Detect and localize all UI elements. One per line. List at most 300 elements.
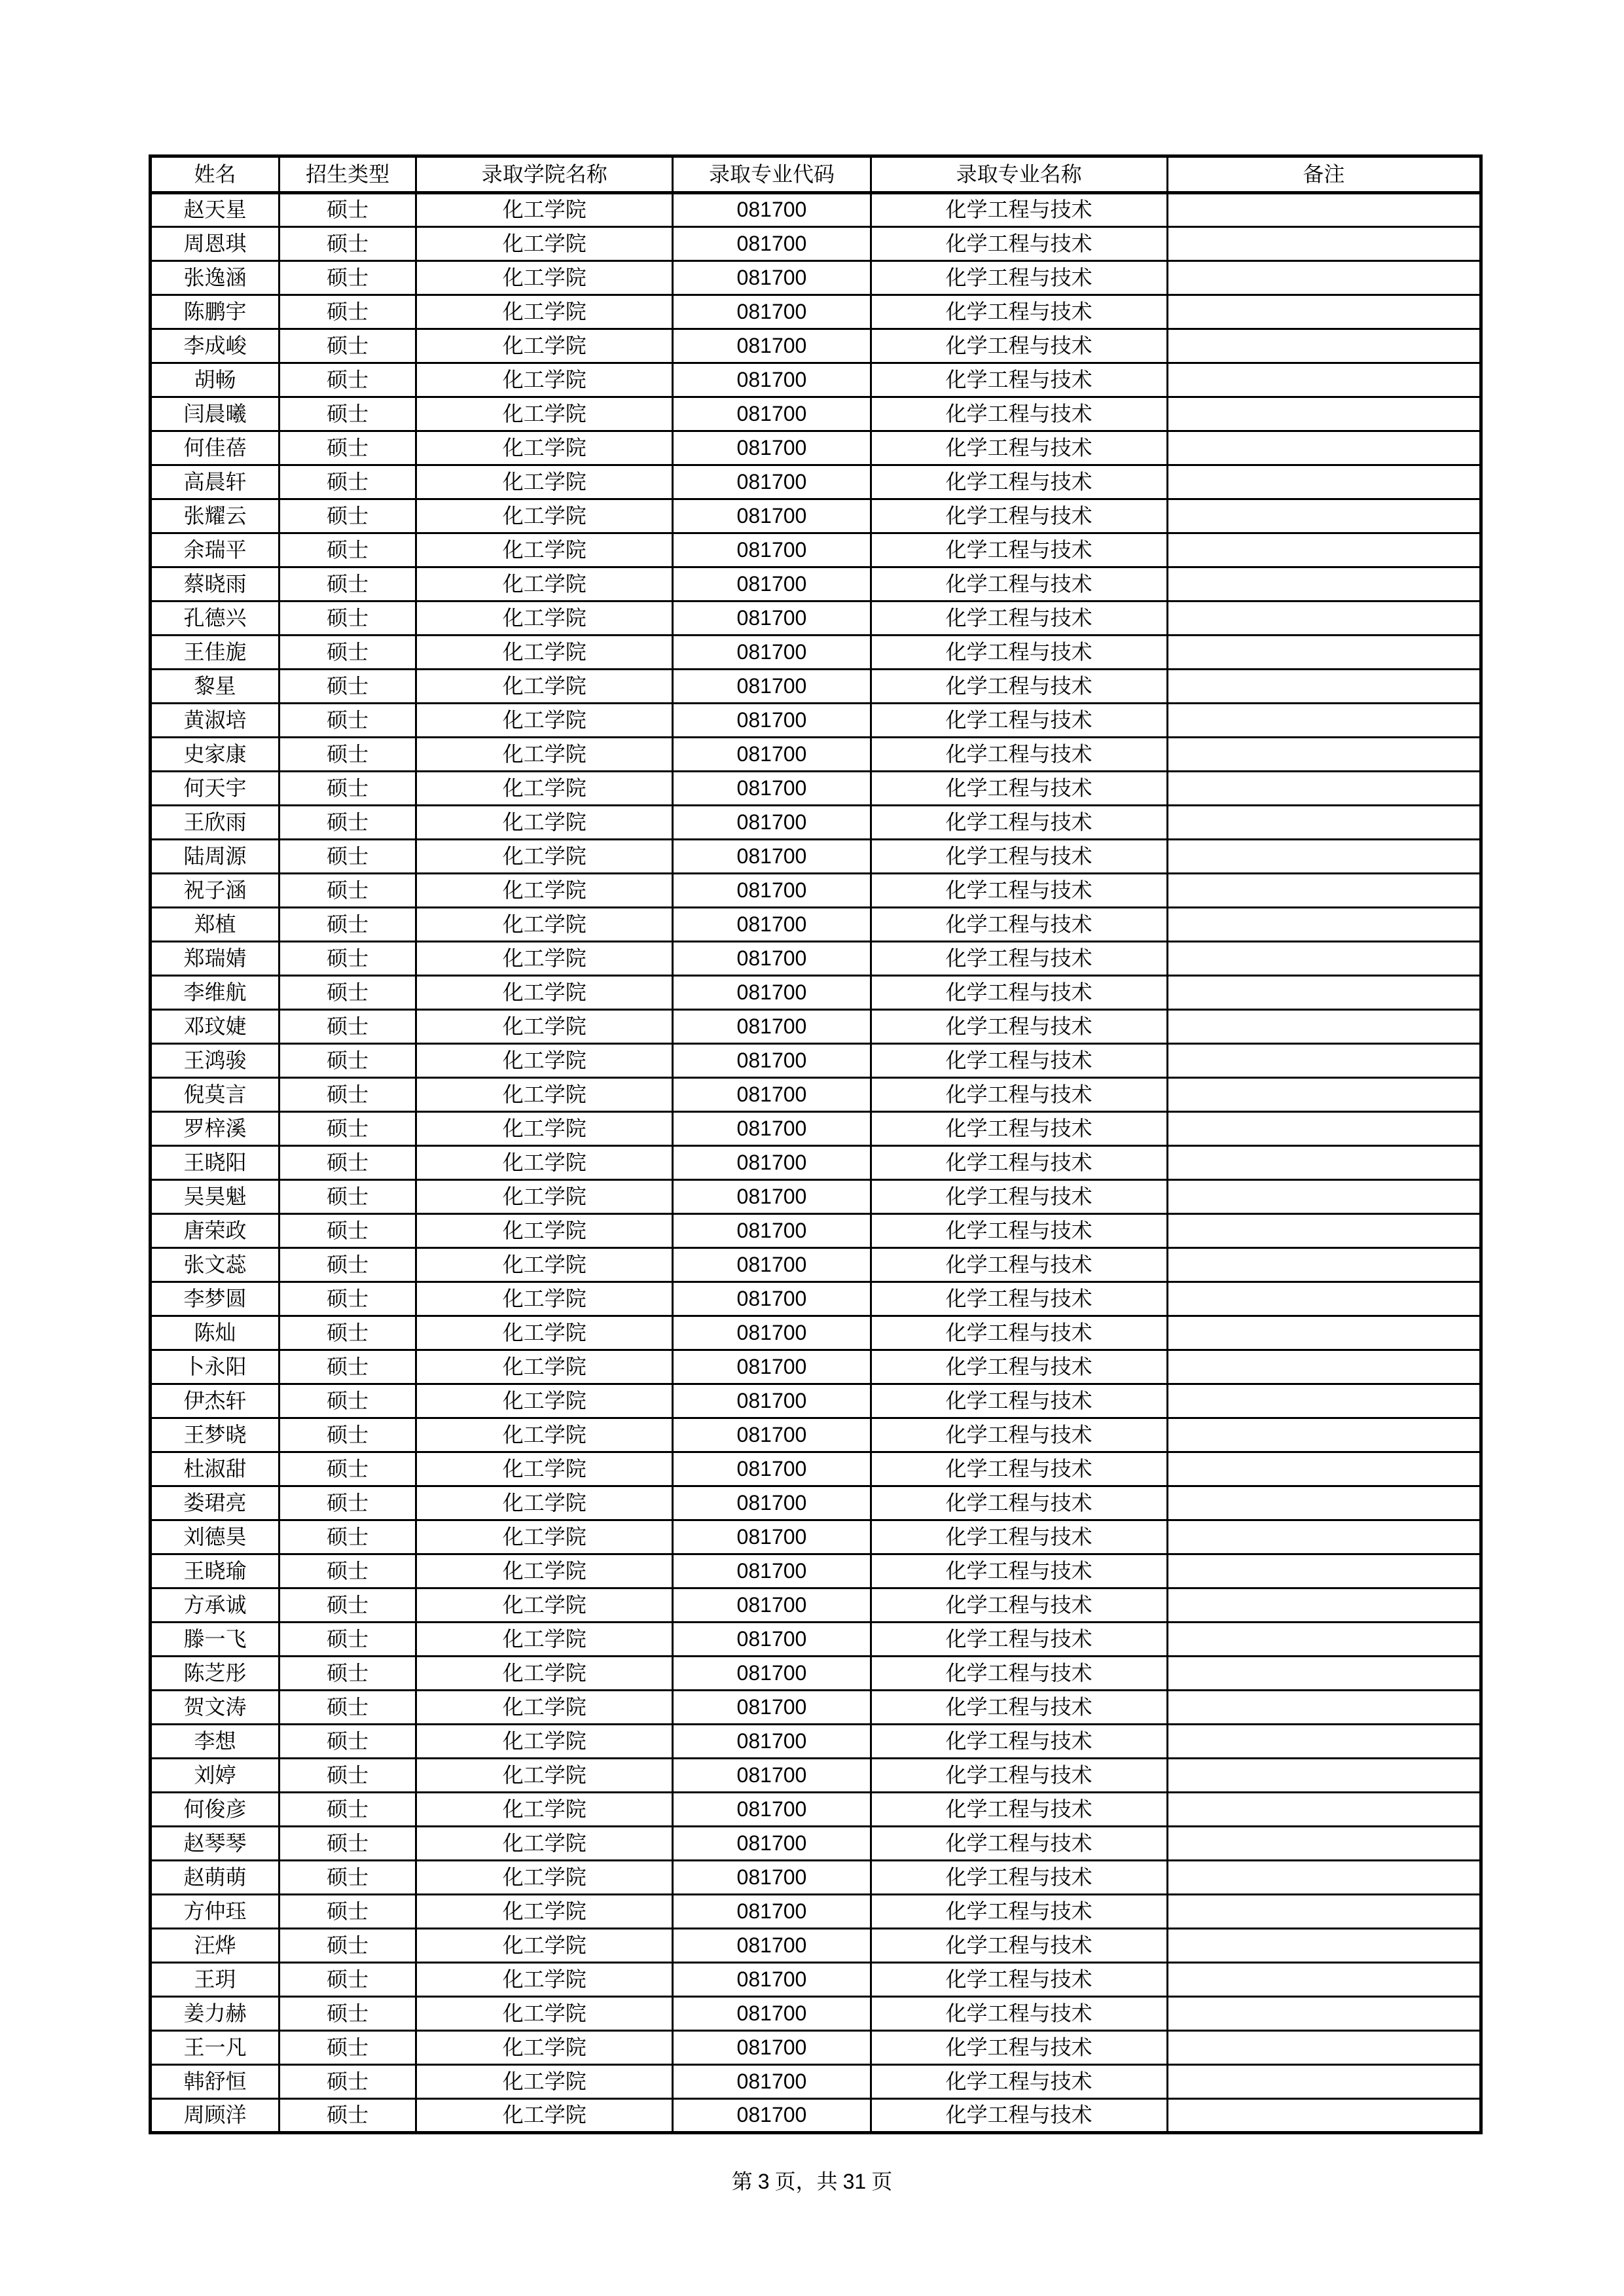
cell-remark: [1167, 193, 1481, 227]
cell-name: 方承诚: [151, 1588, 280, 1623]
cell-name: 张耀云: [151, 499, 280, 533]
cell-college: 化工学院: [416, 1248, 673, 1282]
table-row: [151, 1861, 1481, 1895]
cell-major-code: 081700: [673, 942, 871, 976]
cell-name: 王梦晓: [151, 1418, 280, 1452]
table-row: [151, 1691, 1481, 1725]
cell-admission-type: 硕士: [280, 1861, 416, 1895]
cell-name: 陈灿: [151, 1316, 280, 1350]
cell-major-code: 081700: [673, 1418, 871, 1452]
cell-name: 李梦圆: [151, 1282, 280, 1316]
cell-admission-type: 硕士: [280, 1384, 416, 1418]
cell-major-name: 化学工程与技术: [871, 1657, 1167, 1691]
footer-total-pages: 31: [842, 2170, 867, 2193]
cell-remark: [1167, 1452, 1481, 1486]
cell-remark: [1167, 363, 1481, 397]
cell-admission-type: 硕士: [280, 601, 416, 636]
cell-admission-type: 硕士: [280, 806, 416, 840]
cell-college: 化工学院: [416, 1861, 673, 1895]
cell-major-name: 化学工程与技术: [871, 1282, 1167, 1316]
cell-remark: [1167, 1316, 1481, 1350]
footer-prefix: 第: [731, 2170, 758, 2193]
cell-college: 化工学院: [416, 1623, 673, 1657]
cell-major-code: 081700: [673, 1316, 871, 1350]
table-row: [151, 1180, 1481, 1214]
cell-remark: [1167, 227, 1481, 261]
table-row: [151, 1146, 1481, 1180]
cell-admission-type: 硕士: [280, 1146, 416, 1180]
cell-major-code: 081700: [673, 1214, 871, 1248]
cell-major-code: 081700: [673, 1929, 871, 1963]
cell-major-name: 化学工程与技术: [871, 1929, 1167, 1963]
cell-admission-type: 硕士: [280, 2031, 416, 2065]
cell-admission-type: 硕士: [280, 908, 416, 942]
table-row: [151, 1827, 1481, 1861]
cell-major-name: 化学工程与技术: [871, 329, 1167, 363]
cell-college: 化工学院: [416, 1554, 673, 1588]
cell-remark: [1167, 2031, 1481, 2065]
table-row: [151, 670, 1481, 704]
cell-major-code: 081700: [673, 704, 871, 738]
table-row: [151, 806, 1481, 840]
table-row: [151, 1623, 1481, 1657]
cell-major-name: 化学工程与技术: [871, 1486, 1167, 1520]
cell-college: 化工学院: [416, 1316, 673, 1350]
cell-remark: [1167, 1623, 1481, 1657]
cell-college: 化工学院: [416, 465, 673, 499]
table-row: [151, 1486, 1481, 1520]
cell-name: 唐荣政: [151, 1214, 280, 1248]
cell-remark: [1167, 1793, 1481, 1827]
table-row: [151, 2031, 1481, 2065]
table-row: [151, 1725, 1481, 1759]
cell-college: 化工学院: [416, 533, 673, 567]
cell-name: 李成峻: [151, 329, 280, 363]
table-row: [151, 1384, 1481, 1418]
table-row: [151, 874, 1481, 908]
cell-major-name: 化学工程与技术: [871, 636, 1167, 670]
cell-name: 何俊彦: [151, 1793, 280, 1827]
cell-major-name: 化学工程与技术: [871, 1827, 1167, 1861]
cell-major-name: 化学工程与技术: [871, 1554, 1167, 1588]
cell-college: 化工学院: [416, 567, 673, 601]
cell-major-name: 化学工程与技术: [871, 1418, 1167, 1452]
cell-college: 化工学院: [416, 601, 673, 636]
cell-remark: [1167, 1486, 1481, 1520]
cell-admission-type: 硕士: [280, 295, 416, 329]
table-row: [151, 1282, 1481, 1316]
cell-major-name: 化学工程与技术: [871, 261, 1167, 295]
cell-college: 化工学院: [416, 2099, 673, 2133]
table-row: [151, 942, 1481, 976]
cell-major-name: 化学工程与技术: [871, 1112, 1167, 1146]
cell-major-code: 081700: [673, 1146, 871, 1180]
cell-major-code: 081700: [673, 1010, 871, 1044]
table-row: [151, 1520, 1481, 1554]
cell-college: 化工学院: [416, 704, 673, 738]
cell-college: 化工学院: [416, 1112, 673, 1146]
cell-remark: [1167, 1997, 1481, 2031]
table-row: [151, 499, 1481, 533]
cell-college: 化工学院: [416, 1486, 673, 1520]
cell-remark: [1167, 1759, 1481, 1793]
cell-major-code: 081700: [673, 261, 871, 295]
table-row: [151, 1452, 1481, 1486]
cell-name: 张文蕊: [151, 1248, 280, 1282]
cell-major-code: 081700: [673, 397, 871, 431]
cell-major-name: 化学工程与技术: [871, 976, 1167, 1010]
cell-name: 陈芝彤: [151, 1657, 280, 1691]
cell-college: 化工学院: [416, 1588, 673, 1623]
cell-major-name: 化学工程与技术: [871, 806, 1167, 840]
cell-remark: [1167, 1827, 1481, 1861]
table-row: [151, 193, 1481, 227]
cell-admission-type: 硕士: [280, 1963, 416, 1997]
cell-name: 陈鹏宇: [151, 295, 280, 329]
cell-major-name: 化学工程与技术: [871, 1010, 1167, 1044]
cell-remark: [1167, 1418, 1481, 1452]
table-row: [151, 1554, 1481, 1588]
cell-remark: [1167, 1248, 1481, 1282]
cell-major-name: 化学工程与技术: [871, 1078, 1167, 1112]
cell-remark: [1167, 1384, 1481, 1418]
cell-college: 化工学院: [416, 1759, 673, 1793]
cell-major-code: 081700: [673, 363, 871, 397]
table-row: [151, 738, 1481, 772]
header-cell-admission-type: 招生类型: [280, 156, 416, 193]
cell-college: 化工学院: [416, 636, 673, 670]
cell-name: 史家康: [151, 738, 280, 772]
cell-name: 杜淑甜: [151, 1452, 280, 1486]
cell-remark: [1167, 1044, 1481, 1078]
cell-college: 化工学院: [416, 1384, 673, 1418]
cell-admission-type: 硕士: [280, 840, 416, 874]
cell-major-code: 081700: [673, 1452, 871, 1486]
cell-admission-type: 硕士: [280, 670, 416, 704]
cell-major-code: 081700: [673, 1657, 871, 1691]
cell-admission-type: 硕士: [280, 2099, 416, 2133]
cell-college: 化工学院: [416, 2031, 673, 2065]
cell-remark: [1167, 942, 1481, 976]
cell-admission-type: 硕士: [280, 1623, 416, 1657]
cell-remark: [1167, 465, 1481, 499]
footer-suffix: 页: [866, 2170, 893, 2193]
cell-name: 王佳旎: [151, 636, 280, 670]
page-footer: [0, 2165, 1624, 2195]
cell-major-name: 化学工程与技术: [871, 601, 1167, 636]
cell-major-name: 化学工程与技术: [871, 1350, 1167, 1384]
cell-college: 化工学院: [416, 840, 673, 874]
cell-college: 化工学院: [416, 738, 673, 772]
cell-major-name: 化学工程与技术: [871, 431, 1167, 465]
cell-remark: [1167, 1895, 1481, 1929]
table-row: [151, 431, 1481, 465]
header-cell-name: 姓名: [151, 156, 280, 193]
cell-major-name: 化学工程与技术: [871, 499, 1167, 533]
footer-middle: 页，共: [769, 2170, 843, 2193]
cell-admission-type: 硕士: [280, 942, 416, 976]
table-row: [151, 329, 1481, 363]
cell-major-code: 081700: [673, 431, 871, 465]
cell-admission-type: 硕士: [280, 1316, 416, 1350]
cell-name: 姜力赫: [151, 1997, 280, 2031]
cell-college: 化工学院: [416, 431, 673, 465]
cell-college: 化工学院: [416, 976, 673, 1010]
cell-name: 吴昊魁: [151, 1180, 280, 1214]
table-row: [151, 1214, 1481, 1248]
cell-major-code: 081700: [673, 806, 871, 840]
cell-remark: [1167, 295, 1481, 329]
cell-name: 周顾洋: [151, 2099, 280, 2133]
cell-name: 张逸涵: [151, 261, 280, 295]
table-row: [151, 397, 1481, 431]
cell-college: 化工学院: [416, 1078, 673, 1112]
cell-remark: [1167, 840, 1481, 874]
cell-major-name: 化学工程与技术: [871, 1861, 1167, 1895]
cell-college: 化工学院: [416, 772, 673, 806]
cell-remark: [1167, 908, 1481, 942]
cell-major-code: 081700: [673, 1861, 871, 1895]
cell-major-code: 081700: [673, 1725, 871, 1759]
cell-admission-type: 硕士: [280, 363, 416, 397]
cell-college: 化工学院: [416, 942, 673, 976]
cell-major-name: 化学工程与技术: [871, 1520, 1167, 1554]
cell-admission-type: 硕士: [280, 1282, 416, 1316]
cell-major-name: 化学工程与技术: [871, 1895, 1167, 1929]
cell-college: 化工学院: [416, 1282, 673, 1316]
cell-major-code: 081700: [673, 567, 871, 601]
cell-major-name: 化学工程与技术: [871, 465, 1167, 499]
table-row: [151, 533, 1481, 567]
cell-admission-type: 硕士: [280, 1691, 416, 1725]
cell-college: 化工学院: [416, 329, 673, 363]
cell-name: 蔡晓雨: [151, 567, 280, 601]
table-row: [151, 1316, 1481, 1350]
table-row: [151, 1793, 1481, 1827]
cell-major-name: 化学工程与技术: [871, 533, 1167, 567]
cell-name: 黎星: [151, 670, 280, 704]
cell-major-name: 化学工程与技术: [871, 1452, 1167, 1486]
cell-name: 王鸿骏: [151, 1044, 280, 1078]
cell-major-name: 化学工程与技术: [871, 1180, 1167, 1214]
cell-name: 王欣雨: [151, 806, 280, 840]
table-row: [151, 1112, 1481, 1146]
table-row: [151, 1248, 1481, 1282]
cell-major-name: 化学工程与技术: [871, 2065, 1167, 2099]
cell-college: 化工学院: [416, 1657, 673, 1691]
cell-major-code: 081700: [673, 1112, 871, 1146]
cell-college: 化工学院: [416, 874, 673, 908]
cell-name: 陆周源: [151, 840, 280, 874]
table-row: [151, 636, 1481, 670]
cell-major-code: 081700: [673, 636, 871, 670]
table-row: [151, 465, 1481, 499]
table-row: [151, 261, 1481, 295]
cell-major-code: 081700: [673, 1793, 871, 1827]
cell-major-code: 081700: [673, 329, 871, 363]
cell-major-name: 化学工程与技术: [871, 2099, 1167, 2133]
cell-major-name: 化学工程与技术: [871, 1623, 1167, 1657]
table-header-row: [151, 156, 1481, 193]
cell-remark: [1167, 533, 1481, 567]
table-row: [151, 1963, 1481, 1997]
cell-college: 化工学院: [416, 908, 673, 942]
cell-remark: [1167, 1963, 1481, 1997]
cell-major-name: 化学工程与技术: [871, 1588, 1167, 1623]
cell-college: 化工学院: [416, 1929, 673, 1963]
cell-college: 化工学院: [416, 1827, 673, 1861]
cell-admission-type: 硕士: [280, 533, 416, 567]
cell-college: 化工学院: [416, 1180, 673, 1214]
cell-remark: [1167, 1657, 1481, 1691]
cell-college: 化工学院: [416, 193, 673, 227]
cell-name: 郑瑞婧: [151, 942, 280, 976]
cell-major-name: 化学工程与技术: [871, 193, 1167, 227]
cell-major-name: 化学工程与技术: [871, 1214, 1167, 1248]
cell-admission-type: 硕士: [280, 1929, 416, 1963]
table-row: [151, 1010, 1481, 1044]
cell-name: 邓玟婕: [151, 1010, 280, 1044]
cell-major-name: 化学工程与技术: [871, 363, 1167, 397]
cell-major-code: 081700: [673, 533, 871, 567]
cell-admission-type: 硕士: [280, 329, 416, 363]
cell-name: 滕一飞: [151, 1623, 280, 1657]
cell-college: 化工学院: [416, 1895, 673, 1929]
cell-remark: [1167, 1146, 1481, 1180]
cell-major-name: 化学工程与技术: [871, 704, 1167, 738]
cell-admission-type: 硕士: [280, 1214, 416, 1248]
table-row: [151, 1350, 1481, 1384]
cell-college: 化工学院: [416, 261, 673, 295]
table-row: [151, 704, 1481, 738]
cell-remark: [1167, 397, 1481, 431]
cell-major-name: 化学工程与技术: [871, 942, 1167, 976]
table-row: [151, 1044, 1481, 1078]
cell-remark: [1167, 329, 1481, 363]
table-row: [151, 295, 1481, 329]
cell-major-code: 081700: [673, 1895, 871, 1929]
cell-name: 刘婷: [151, 1759, 280, 1793]
cell-name: 周恩琪: [151, 227, 280, 261]
cell-major-code: 081700: [673, 1827, 871, 1861]
cell-remark: [1167, 1588, 1481, 1623]
cell-college: 化工学院: [416, 1418, 673, 1452]
cell-name: 王一凡: [151, 2031, 280, 2065]
cell-admission-type: 硕士: [280, 1418, 416, 1452]
cell-major-name: 化学工程与技术: [871, 295, 1167, 329]
cell-remark: [1167, 1282, 1481, 1316]
cell-college: 化工学院: [416, 397, 673, 431]
cell-major-code: 081700: [673, 840, 871, 874]
cell-major-code: 081700: [673, 874, 871, 908]
cell-major-name: 化学工程与技术: [871, 227, 1167, 261]
cell-name: 李维航: [151, 976, 280, 1010]
table-row: [151, 772, 1481, 806]
cell-major-code: 081700: [673, 1486, 871, 1520]
cell-name: 赵琴琴: [151, 1827, 280, 1861]
cell-remark: [1167, 874, 1481, 908]
table-row: [151, 1657, 1481, 1691]
cell-admission-type: 硕士: [280, 2065, 416, 2099]
cell-admission-type: 硕士: [280, 1486, 416, 1520]
cell-name: 王晓瑜: [151, 1554, 280, 1588]
header-cell-college: 录取学院名称: [416, 156, 673, 193]
cell-remark: [1167, 431, 1481, 465]
cell-major-name: 化学工程与技术: [871, 874, 1167, 908]
cell-name: 汪烨: [151, 1929, 280, 1963]
cell-admission-type: 硕士: [280, 499, 416, 533]
cell-admission-type: 硕士: [280, 1827, 416, 1861]
cell-college: 化工学院: [416, 227, 673, 261]
cell-name: 卜永阳: [151, 1350, 280, 1384]
header-cell-remark: 备注: [1167, 156, 1481, 193]
cell-remark: [1167, 1520, 1481, 1554]
cell-major-code: 081700: [673, 1248, 871, 1282]
cell-college: 化工学院: [416, 1725, 673, 1759]
cell-remark: [1167, 567, 1481, 601]
cell-major-name: 化学工程与技术: [871, 908, 1167, 942]
table-row: [151, 976, 1481, 1010]
cell-remark: [1167, 1929, 1481, 1963]
cell-major-code: 081700: [673, 1180, 871, 1214]
table-row: [151, 1895, 1481, 1929]
cell-major-name: 化学工程与技术: [871, 1044, 1167, 1078]
cell-remark: [1167, 636, 1481, 670]
cell-name: 王晓阳: [151, 1146, 280, 1180]
cell-major-code: 081700: [673, 601, 871, 636]
cell-admission-type: 硕士: [280, 1520, 416, 1554]
cell-major-code: 081700: [673, 2065, 871, 2099]
cell-admission-type: 硕士: [280, 738, 416, 772]
cell-admission-type: 硕士: [280, 1657, 416, 1691]
cell-major-code: 081700: [673, 976, 871, 1010]
cell-major-code: 081700: [673, 670, 871, 704]
cell-remark: [1167, 704, 1481, 738]
cell-remark: [1167, 1112, 1481, 1146]
cell-name: 李想: [151, 1725, 280, 1759]
table-row: [151, 567, 1481, 601]
cell-admission-type: 硕士: [280, 1112, 416, 1146]
cell-college: 化工学院: [416, 363, 673, 397]
cell-major-code: 081700: [673, 295, 871, 329]
cell-name: 娄珺亮: [151, 1486, 280, 1520]
cell-name: 余瑞平: [151, 533, 280, 567]
cell-major-name: 化学工程与技术: [871, 1759, 1167, 1793]
cell-admission-type: 硕士: [280, 567, 416, 601]
cell-remark: [1167, 1010, 1481, 1044]
cell-admission-type: 硕士: [280, 1895, 416, 1929]
cell-name: 伊杰轩: [151, 1384, 280, 1418]
cell-major-name: 化学工程与技术: [871, 1384, 1167, 1418]
cell-major-name: 化学工程与技术: [871, 670, 1167, 704]
cell-major-code: 081700: [673, 1623, 871, 1657]
cell-major-code: 081700: [673, 499, 871, 533]
cell-name: 刘德昊: [151, 1520, 280, 1554]
cell-major-name: 化学工程与技术: [871, 1793, 1167, 1827]
cell-remark: [1167, 670, 1481, 704]
table-row: [151, 1759, 1481, 1793]
cell-major-code: 081700: [673, 738, 871, 772]
cell-admission-type: 硕士: [280, 636, 416, 670]
cell-admission-type: 硕士: [280, 976, 416, 1010]
cell-college: 化工学院: [416, 1997, 673, 2031]
cell-name: 方仲珏: [151, 1895, 280, 1929]
cell-major-code: 081700: [673, 2099, 871, 2133]
cell-major-name: 化学工程与技术: [871, 1316, 1167, 1350]
cell-admission-type: 硕士: [280, 193, 416, 227]
cell-admission-type: 硕士: [280, 227, 416, 261]
table-row: [151, 601, 1481, 636]
